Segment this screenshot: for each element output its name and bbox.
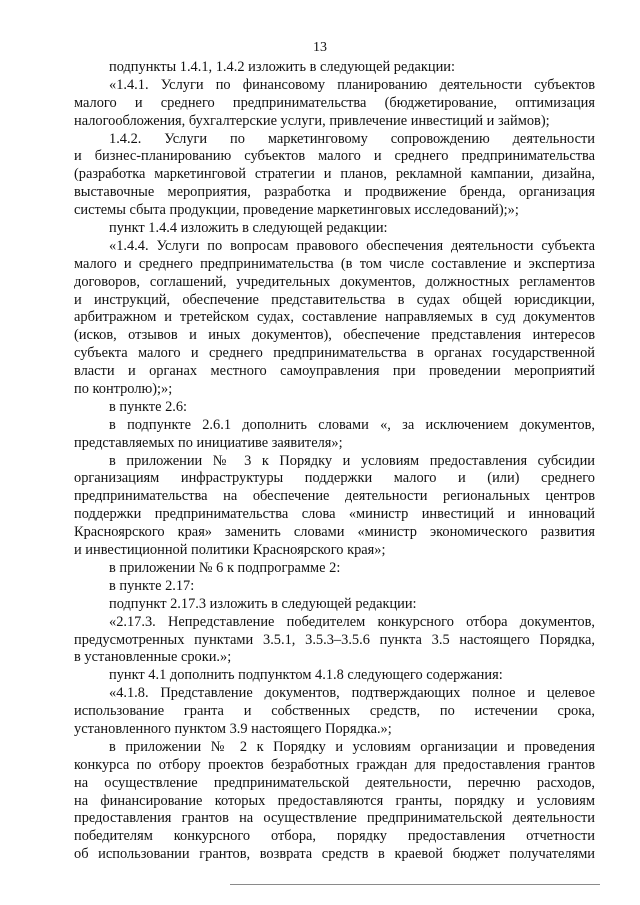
text-line: «2.17.3. Непредставление победителем конкурсного отбора документов, (109, 613, 595, 630)
text-line: подпункты 1.4.1, 1.4.2 изложить в следующей редакции: (109, 59, 455, 75)
text-line: договоров, соглашений, учредительных документов, должностных регламентов (74, 273, 595, 290)
text-line: выставочные мероприятия, разработка и продвижение бренда, организация (74, 184, 595, 201)
text-line: в подпункте 2.6.1 дополнить словами «, за исключением документов, (109, 416, 595, 433)
text-line: в приложении № 6 к подпрограмме 2: (109, 559, 341, 576)
text-line: «1.4.4. Услуги по вопросам правового обеспечения деятельности субъекта (109, 237, 595, 254)
text-line: победителям конкурсного отбора, порядку предоставления отчетности (74, 828, 595, 845)
text-line: малого и среднего предпринимательства (бюджетирование, оптимизация (74, 94, 595, 111)
text-line: налогообложения, бухгалтерские услуги, привлечение инвестиций и займов); (74, 112, 550, 129)
text-line: конкурса по отбору проектов безработных граждан для предоставления грантов (74, 756, 595, 773)
text-line: предоставления грантов на осуществление предпринимательской деятельности (74, 810, 595, 827)
text-line: малого и среднего предпринимательства (в том числе составление и экспертиза (74, 255, 595, 272)
text-line: и бизнес-планированию субъектов малого и среднего предпринимательства (74, 148, 595, 165)
text-line: системы сбыта продукции, проведение маркетинговых исследований);»; (74, 202, 519, 219)
text-line: предусмотренных пунктами 3.5.1, 3.5.3–3.5.6 пункта 3.5 настоящего Порядка, (74, 631, 595, 648)
text-line: власти и органах местного самоуправления при проведении мероприятий (74, 363, 595, 380)
text-line: арбитражном и третейском судах, составление направляемых в суд документов (74, 309, 595, 326)
text-line: в приложении № 3 к Порядку и условиям предоставления субсидии (109, 452, 595, 469)
text-line: 1.4.2. Услуги по маркетинговому сопровождению деятельности (109, 130, 595, 147)
text-line: предпринимательства на обеспечение деятельности региональных центров (74, 488, 595, 505)
text-line: в пункте 2.17: (109, 577, 195, 594)
text-line: в пункте 2.6: (109, 398, 188, 415)
text-line: «4.1.8. Представление документов, подтверждающих полное и целевое (109, 685, 595, 702)
text-line: и инструкций, обеспечение представительства в судах общей юрисдикции, (74, 291, 595, 308)
text-line: (исков, отзывов и иных документов), обеспечение представления интересов (74, 327, 595, 344)
text-line: по контролю);»; (74, 381, 173, 398)
text-line: Красноярского края» заменить словами «министр экономического развития (74, 524, 595, 541)
text-line: об использовании грантов, возврата средств в краевой бюджет получателями (74, 846, 595, 863)
text-line: и инвестиционной политики Красноярского края»; (74, 542, 386, 559)
document-body (74, 59, 595, 864)
page-number: 13 (313, 40, 327, 55)
text-line: на осуществление предпринимательской деятельности, перечню расходов, (74, 774, 595, 791)
text-line: установленного пунктом 3.9 настоящего Порядка.»; (74, 720, 392, 737)
page-bottom-line (230, 884, 600, 885)
text-line: пункт 1.4.4 изложить в следующей редакции: (109, 220, 388, 237)
text-line: в установленные сроки.»; (74, 649, 232, 666)
text-line: (разработка маркетинговой стратегии и планов, рекламной кампании, дизайна, (74, 166, 595, 183)
text-line: представляемых по инициативе заявителя»; (74, 434, 343, 451)
text-line: в приложении № 2 к Порядку и условиям организации и проведения (109, 738, 595, 755)
text-line: «1.4.1. Услуги по финансовому планированию деятельности субъектов (109, 76, 595, 93)
text-line: использование гранта и собственных средств, по истечении срока, (74, 703, 595, 720)
text-line: пункт 4.1 дополнить подпунктом 4.1.8 следующего содержания: (109, 667, 503, 684)
text-line: поддержки предпринимательства слова «министр инвестиций и инноваций (74, 506, 595, 523)
text-line: подпункт 2.17.3 изложить в следующей редакции: (109, 595, 417, 612)
text-line: на финансирование которых предоставляются гранты, порядку и условиям (74, 792, 595, 809)
text-line: субъекта малого и среднего предпринимательства в органах государственной (74, 345, 595, 362)
text-line: организациям инфраструктуры поддержки малого и (или) среднего (74, 470, 595, 487)
